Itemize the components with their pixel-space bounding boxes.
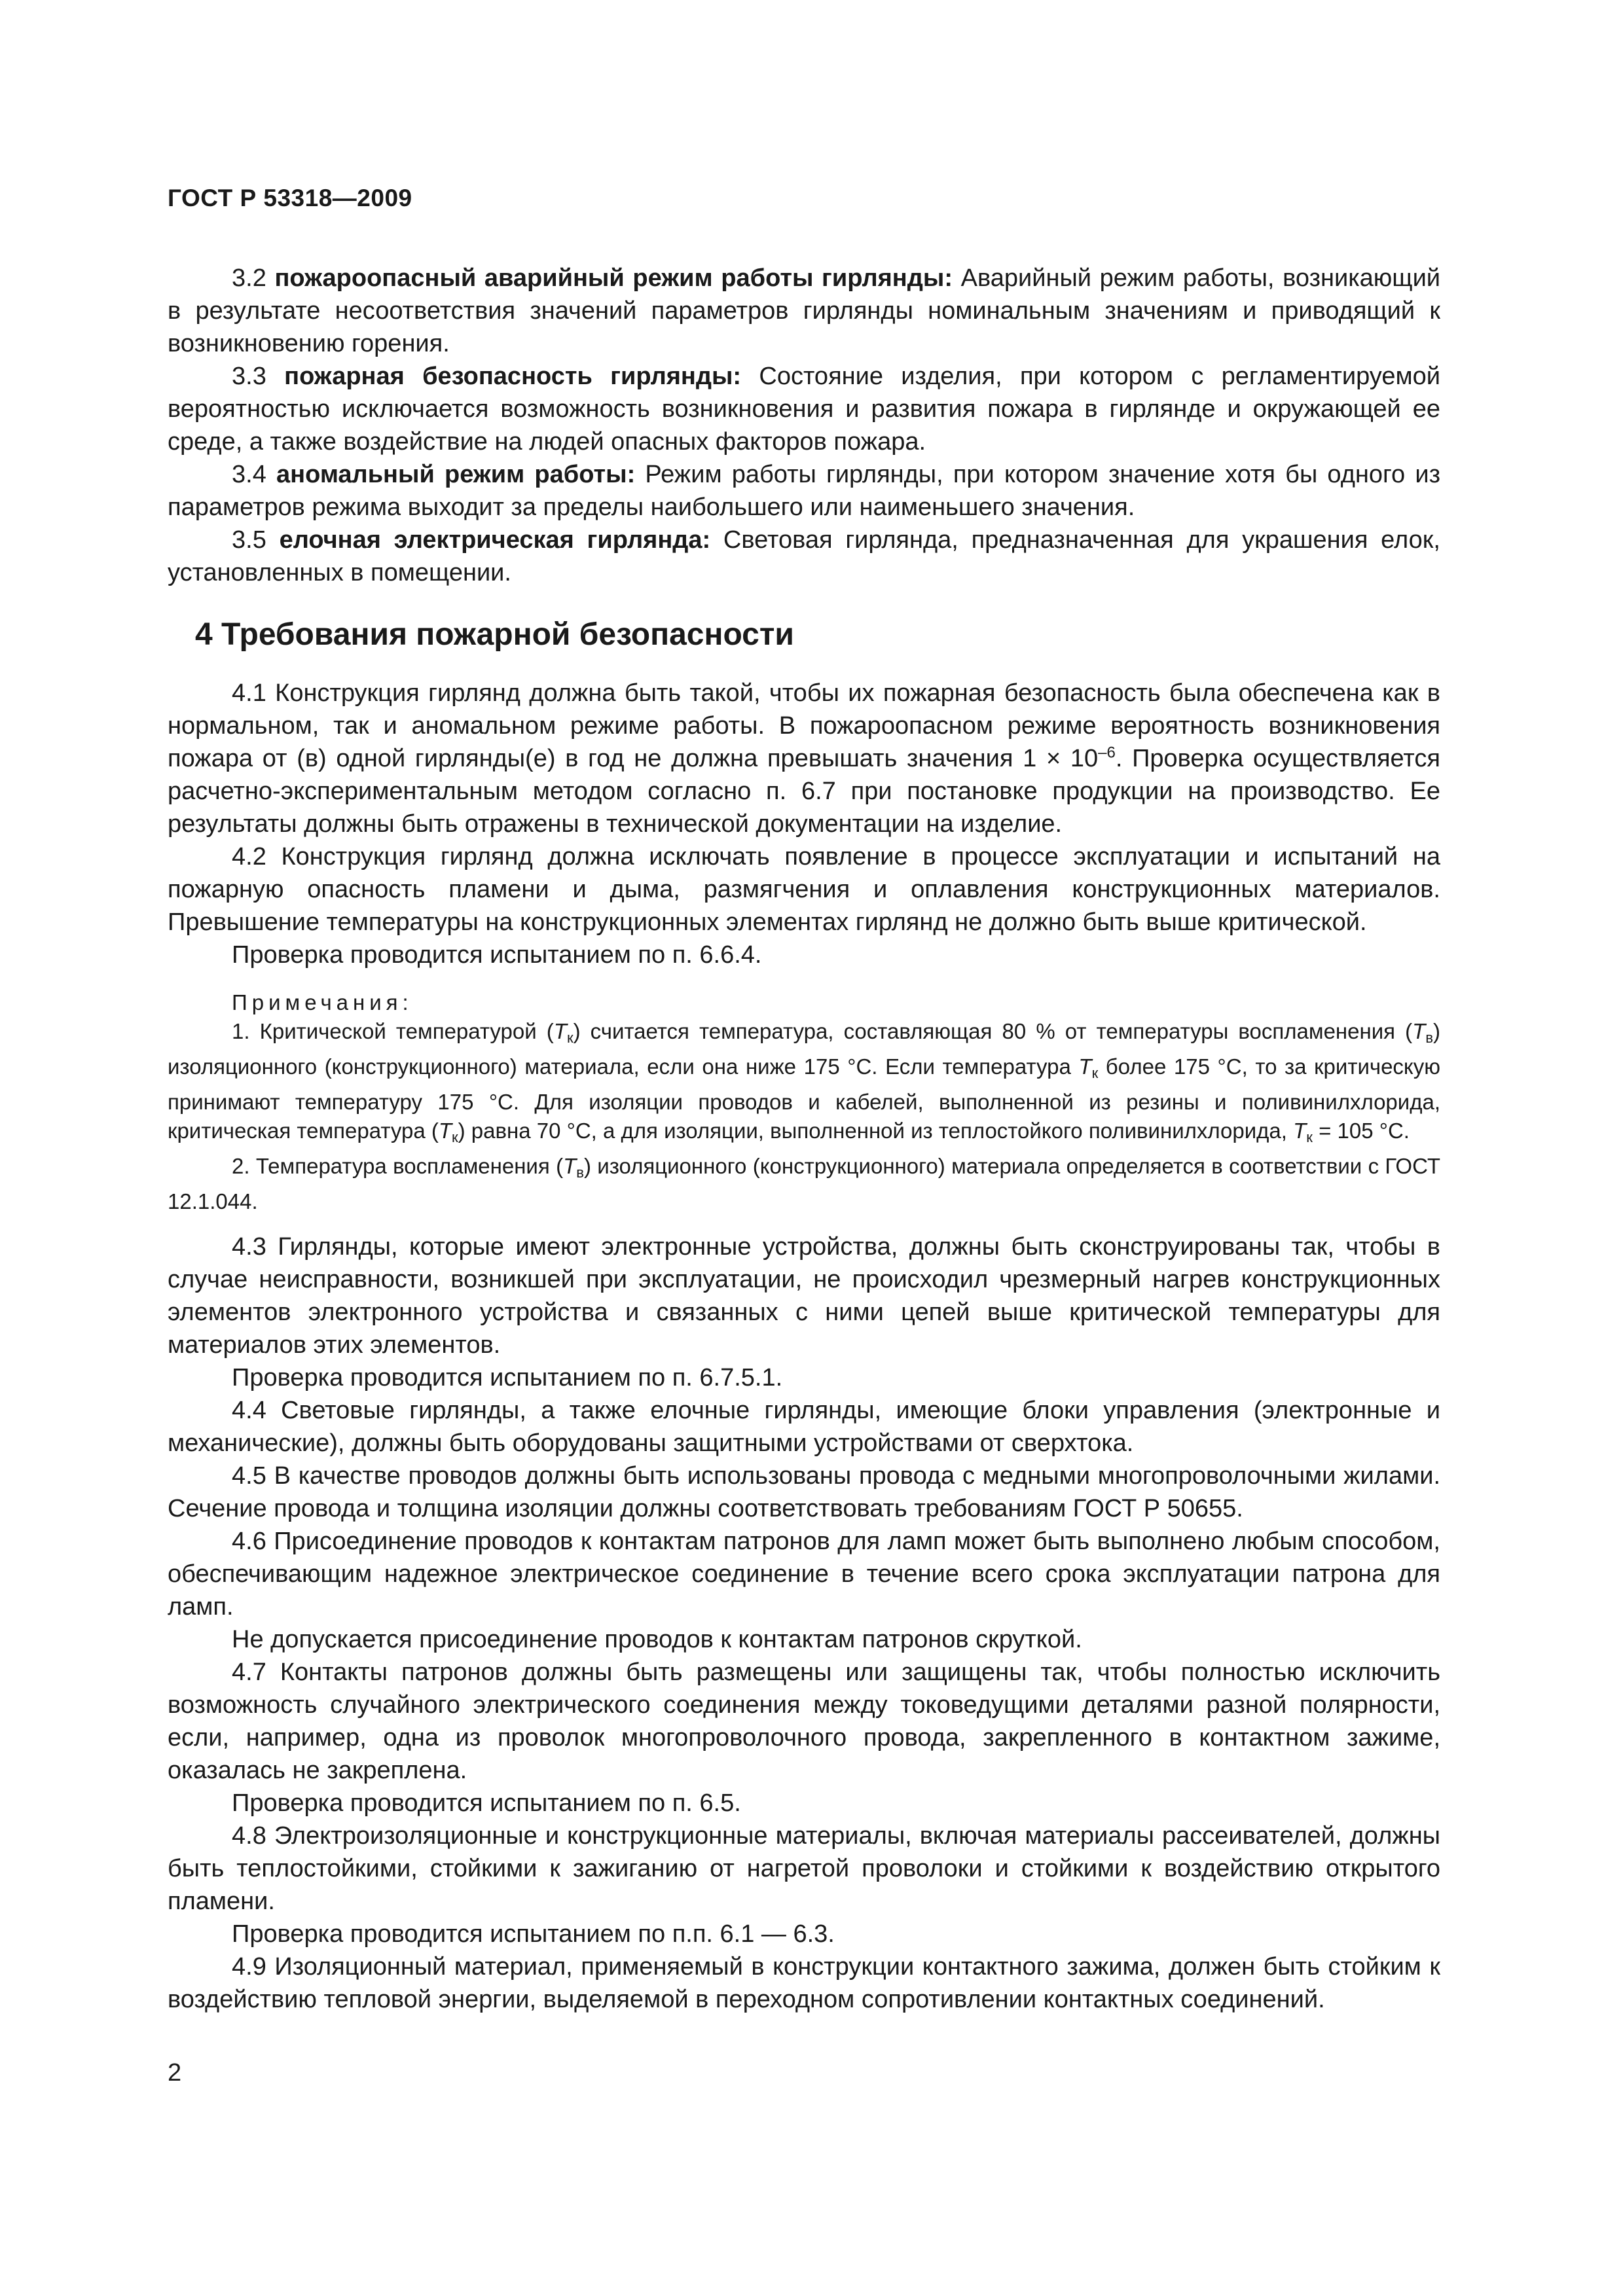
notes-title: Примечания: — [232, 990, 413, 1014]
clause-4-8: 4.8 Электроизоляционные и конструкционные материалы, включая материалы рассеивателей, должны быть теплостойкими, стойкими к зажиганию от нагретой проволоки и стойкими к воздействию открытого пламени. — [168, 1822, 1440, 1915]
note-1 — [168, 1017, 1440, 1152]
clause-4-5: 4.5 В качестве проводов должны быть использованы провода с медными многопроволочными жилами. Сечение провода и толщина изоляции должны соответствовать требованиям ГОСТ Р 50655. — [168, 1462, 1440, 1522]
definition-number: 3.4 — [232, 461, 266, 488]
definition-3-4 — [168, 458, 1440, 524]
definition-number: 3.5 — [232, 526, 266, 554]
clause-text: . Проверка осуществляется расчетно-экспериментальным методом согласно п. 6.7 при постановке продукции на производство. Ее результаты должны быть отражены в технической документации на изделие. — [168, 745, 1440, 838]
definition-term: елочная электрическая гирлянда: — [279, 526, 711, 554]
clause-4-6: 4.6 Присоединение проводов к контактам патронов для ламп может быть выполнено любым способом, обеспечивающим надежное электрическое соединение в течение всего срока эксплуатации патрона для ламп. — [168, 1528, 1440, 1621]
section-heading: 4 Требования пожарной безопасности — [195, 617, 794, 652]
definition-number: 3.3 — [232, 363, 266, 390]
clause-4-3-check: Проверка проводится испытанием по п. 6.7.5.1. — [232, 1364, 783, 1391]
subscript: к — [1091, 1065, 1099, 1081]
definition-text: Световая гирлянда, предназначенная для украшения елок, установленных в помещении. — [168, 526, 1440, 586]
notes-block — [168, 988, 1440, 1216]
note-text: ) изоляционного (конструкционного) материала, если она ниже 175 °С. Если температура — [168, 1019, 1440, 1079]
definition-term: аномальный режим работы: — [276, 461, 636, 488]
symbol-t: T — [1412, 1019, 1426, 1043]
subscript: к — [566, 1030, 574, 1046]
symbol-t: T — [1293, 1119, 1307, 1143]
definition-3-3 — [168, 360, 1440, 458]
symbol-t: T — [438, 1119, 452, 1143]
page-number: 2 — [168, 2059, 182, 2087]
definition-3-5 — [168, 524, 1440, 589]
clause-4-2-check: Проверка проводится испытанием по п. 6.6.4. — [232, 941, 762, 969]
clause-text: 4.1 Конструкция гирлянд должна быть такой, чтобы их пожарная безопасность была обеспечена как в нормальном, так и аномальном режиме работы. В пожароопасном режиме вероятность возникновения пожара от (в) одной гирлянды(е) в год не должна превышать значения 1 × 10 — [168, 679, 1440, 772]
clause-4-1 — [168, 677, 1440, 840]
clause-4-7-check: Проверка проводится испытанием по п. 6.5. — [232, 1789, 741, 1817]
note-text: ) равна 70 °С, а для изоляции, выполненной из теплостойкого поливинилхлорида, — [458, 1119, 1294, 1143]
definition-text: Состояние изделия, при котором с регламентируемой вероятностью исключается возможность возникновения и развития пожара в гирлянде и окружающей ее среде, а также воздействие на людей опасных факторов пожара. — [168, 363, 1440, 456]
definition-text: Режим работы гирлянды, при котором значение хотя бы одного из параметров режима выходит за пределы наибольшего или наименьшего значения. — [168, 461, 1441, 521]
note-text: 1. Критической температурой ( — [232, 1019, 554, 1043]
page-body — [168, 262, 1440, 2016]
subscript: к — [452, 1129, 458, 1145]
clause-4-6-note: Не допускается присоединение проводов к контактам патронов скруткой. — [232, 1626, 1082, 1653]
definition-number: 3.2 — [232, 264, 266, 292]
definition-term: пожароопасный аварийный режим работы гирлянды: — [274, 264, 953, 292]
definition-term: пожарная безопасность гирлянды: — [284, 363, 742, 390]
symbol-t: T — [1078, 1054, 1092, 1079]
clause-4-9: 4.9 Изоляционный материал, применяемый в конструкции контактного зажима, должен быть стойким к воздействию тепловой энергии, выделяемой в переходном сопротивлении контактных соединений. — [168, 1953, 1440, 2013]
exponent: –6 — [1098, 744, 1116, 762]
symbol-t: T — [553, 1019, 567, 1043]
note-text: более 175 °С, то за критическую принимают температуру 175 °С. Для изоляции проводов и кабелей, выполненной из резины и поливинилхлорида, критическая температура ( — [168, 1054, 1440, 1143]
clause-4-8-check: Проверка проводится испытанием по п.п. 6.1 — 6.3. — [232, 1920, 835, 1948]
definition-3-2 — [168, 262, 1440, 360]
clause-4-3: 4.3 Гирлянды, которые имеют электронные устройства, должны быть сконструированы так, чтобы в случае неисправности, возникшей при эксплуатации, не происходил чрезмерный нагрев конструкционных элементов электронного устройства и связанных с ними цепей выше критической температуры для материалов этих элементов. — [168, 1233, 1440, 1359]
subscript: в — [576, 1164, 584, 1181]
note-text: ) считается температура, составляющая 80 % от температуры воспламенения ( — [573, 1019, 1413, 1043]
note-text: ) изоляционного (конструкционного) материала определяется в соответствии с ГОСТ 12.1.044. — [168, 1154, 1440, 1213]
definition-text: Аварийный режим работы, возникающий в результате несоответствия значений параметров гирлянды номинальным значениям и приводящий к возникновению горения. — [168, 264, 1441, 357]
document-code: ГОСТ Р 53318—2009 — [168, 185, 412, 211]
note-2 — [168, 1152, 1440, 1216]
subscript: в — [1425, 1030, 1433, 1046]
note-text: = 105 °С. — [1312, 1119, 1410, 1143]
note-text: 2. Температура воспламенения ( — [232, 1154, 564, 1178]
subscript: к — [1306, 1129, 1313, 1145]
clause-4-2: 4.2 Конструкция гирлянд должна исключать появление в процессе эксплуатации и испытаний на пожарную опасность пламени и дыма, размягчения и оплавления конструкционных материалов. Превышение температуры на конструкционных элементах гирлянд не должно быть выше критической. — [168, 843, 1440, 936]
clause-4-4: 4.4 Световые гирлянды, а также елочные гирлянды, имеющие блоки управления (электронные и механические), должны быть оборудованы защитными устройствами от сверхтока. — [168, 1397, 1440, 1457]
symbol-t: T — [563, 1154, 577, 1178]
clause-4-7: 4.7 Контакты патронов должны быть размещены или защищены так, чтобы полностью исключить возможность случайного электрического соединения между токоведущими деталями разной полярности, если, например, одна из проволок многопроволочного провода, закрепленного в контактном зажиме, оказалась не закреплена. — [168, 1659, 1440, 1784]
